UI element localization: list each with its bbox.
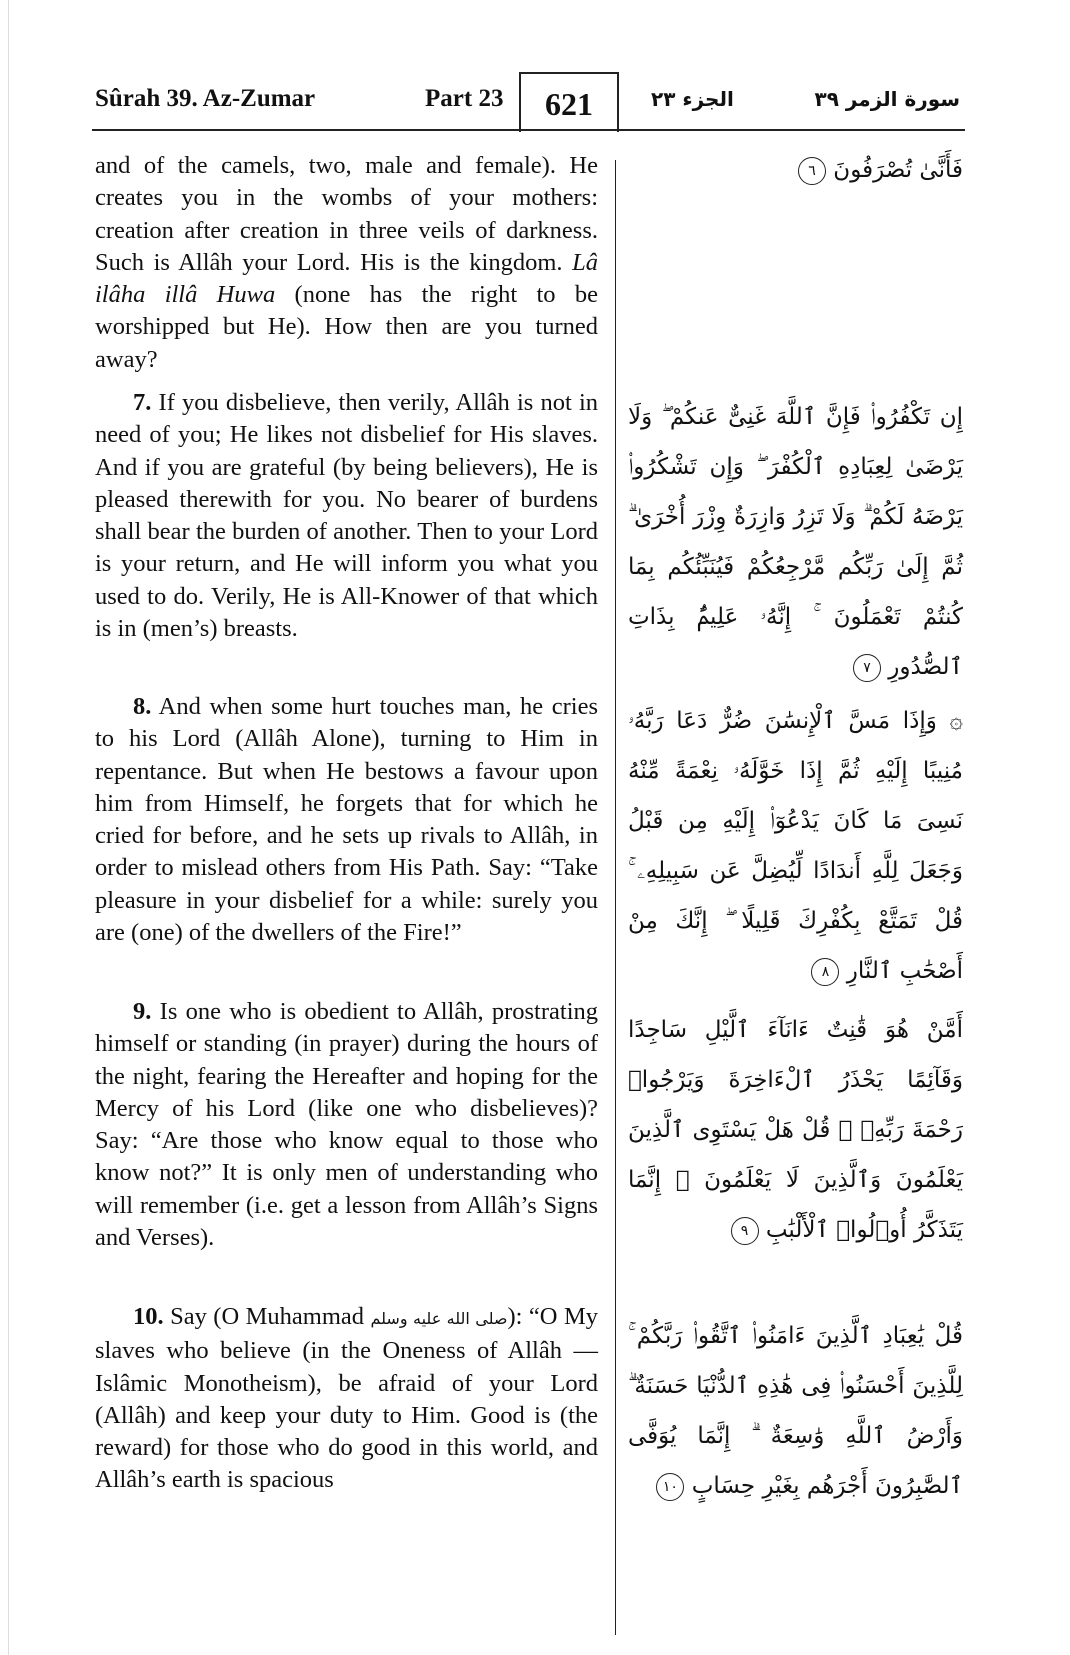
ayah-marker-7: ٧ xyxy=(853,654,881,682)
verse-number-10: 10. xyxy=(133,1303,164,1330)
v10-text-b: ): “O My slaves who believe (in the Oneness of Allâh — Islâmic Monotheism), be afraid of your Lord (Allâh) and keep your duty to Him. Good is (the reward) for those who do good in this world, and Allâh’s earth is spacious xyxy=(95,1303,598,1494)
arabic-text-7: إِن تَكْفُرُوا۟ فَإِنَّ ٱللَّهَ غَنِىٌّ عَنكُمْ ۖ وَلَا يَرْضَىٰ لِعِبَادِهِ ٱلْكُفْرَ ۖ وَإِن تَشْكُرُوا۟ يَرْضَهُ لَكُمْ ۗ وَلَا تَزِرُ وَازِرَةٌ وِزْرَ أُخْرَىٰ ۗ ثُمَّ إِلَىٰ رَبِّكُم مَّرْجِعُكُمْ فَيُنَبِّئُكُم بِمَا كُنتُمْ تَعْمَلُونَ ۚ إِنَّهُۥ عَلِيمٌۢ بِذَاتِ ٱلصُّدُورِ xyxy=(628,404,963,680)
arabic-text-8: ۞ وَإِذَا مَسَّ ٱلْإِنسَٰنَ ضُرٌّ دَعَا رَبَّهُۥ مُنِيبًا إِلَيْهِ ثُمَّ إِذَا خَوَّلَهُۥ نِعْمَةً مِّنْهُ نَسِىَ مَا كَانَ يَدْعُوٓا۟ إِلَيْهِ مِن قَبْلُ وَجَعَلَ لِلَّهِ أَندَادًا لِّيُضِلَّ عَن سَبِيلِهِۦ ۚ قُلْ تَمَتَّعْ بِكُفْرِكَ قَلِيلًا ۖ إِنَّكَ مِنْ أَصْحَٰبِ ٱلنَّارِ xyxy=(628,708,963,984)
page-number: 621 xyxy=(519,72,619,132)
english-paragraph-v7 xyxy=(95,387,598,645)
arabic-text-6: فَأَنَّىٰ تُصْرَفُونَ xyxy=(833,157,963,183)
english-paragraph-v10 xyxy=(95,1301,598,1497)
v10-text-a: Say (O Muhammad xyxy=(163,1303,371,1330)
page-edge xyxy=(8,0,9,1655)
english-paragraph-v6 xyxy=(95,150,598,376)
arabic-verse-9 xyxy=(628,1005,963,1255)
english-paragraph-v8 xyxy=(95,691,598,949)
surah-title-en: Sûrah 39. Az-Zumar xyxy=(95,85,316,112)
arabic-text-10: قُلْ يَٰعِبَادِ ٱلَّذِينَ ءَامَنُوا۟ ٱتَّقُوا۟ رَبَّكُمْ ۚ لِلَّذِينَ أَحْسَنُوا۟ فِى هَٰذِهِ ٱلدُّنْيَا حَسَنَةٌ ۗ وَأَرْضُ ٱللَّهِ وَٰسِعَةٌ ۗ إِنَّمَا يُوَفَّى ٱلصَّٰبِرُونَ أَجْرَهُم بِغَيْرِ حِسَابٍ xyxy=(628,1323,963,1499)
verse-number-7: 7. xyxy=(133,389,152,416)
ayah-marker-10: ١٠ xyxy=(656,1473,684,1501)
part-label-en: Part 23 xyxy=(425,85,504,112)
verse-number-8: 8. xyxy=(133,693,152,720)
arabic-verse-7 xyxy=(628,392,963,692)
ayah-marker-9: ٩ xyxy=(731,1217,759,1245)
arabic-verse-10 xyxy=(628,1311,963,1511)
v6-italic: Lâ ilâha illâ Huwa xyxy=(95,248,598,309)
ayah-marker-6: ٦ xyxy=(798,157,826,185)
arabic-text-9: أَمَّنْ هُوَ قَٰنِتٌ ءَانَآءَ ٱلَّيْلِ سَاجِدًا وَقَآئِمًا يَحْذَرُ ٱلْءَاخِرَةَ وَيَرْجُوا۟ رَحْمَةَ رَبِّهِۦ ۗ قُلْ هَلْ يَسْتَوِى ٱلَّذِينَ يَعْلَمُونَ وَٱلَّذِينَ لَا يَعْلَمُونَ ۗ إِنَّمَا يَتَذَكَّرُ أُو۟لُوا۟ ٱلْأَلْبَٰبِ xyxy=(628,1017,963,1243)
v7-text: If you disbelieve, then verily, Allâh is not in need of you; He likes not disbelief for His slaves. And if you are grateful (by being believers), He is pleased therewith for you. No bearer of burdens shall bear the burden of another. Then to your Lord is your return, and He will inform you what you used to do. Verily, He is All-Knower of that which is in (men’s) breasts. xyxy=(95,389,598,643)
arabic-verse-6 xyxy=(628,145,963,195)
ayah-marker-8: ٨ xyxy=(811,958,839,986)
surah-title-ar: سورة الزمر ٣٩ xyxy=(814,87,960,111)
honorific-ar: صلى الله عليه وسلم xyxy=(370,1309,508,1328)
column-divider xyxy=(615,160,616,1635)
header-rule xyxy=(92,129,965,131)
v9-text: Is one who is obedient to Allâh, prostrating himself or standing (in prayer) during the hours of the night, fearing the Hereafter and hoping for the Mercy of his Lord (like one who disbelieves)? Say: “Are those who know equal to those who know not?” It is only men of understanding who will remember (i.e. get a lesson from Allâh’s Signs and Verses). xyxy=(95,998,598,1252)
v8-text: And when some hurt touches man, he cries to his Lord (Allâh Alone), turning to Him in repentance. But when He bestows a favour upon him from Himself, he forgets that for which he cried for before, and he sets up rivals to Allâh, in order to mislead others from His Path. Say: “Take pleasure in your disbelief for a while: surely you are (one) of the dwellers of the Fire!” xyxy=(95,693,598,947)
part-label-ar: الجزء ٢٣ xyxy=(651,87,734,111)
verse-number-9: 9. xyxy=(133,998,152,1025)
v6-text: and of the camels, two, male and female). He creates you in the wombs of your mothers: creation after creation in three veils of darkness. Such is Allâh your Lord. His is the kingdom. xyxy=(95,152,598,276)
english-paragraph-v9 xyxy=(95,996,598,1254)
arabic-verse-8 xyxy=(628,696,963,996)
v6-text-tail: (none has the right to be worshipped but He). How then are you turned away? xyxy=(95,281,598,373)
